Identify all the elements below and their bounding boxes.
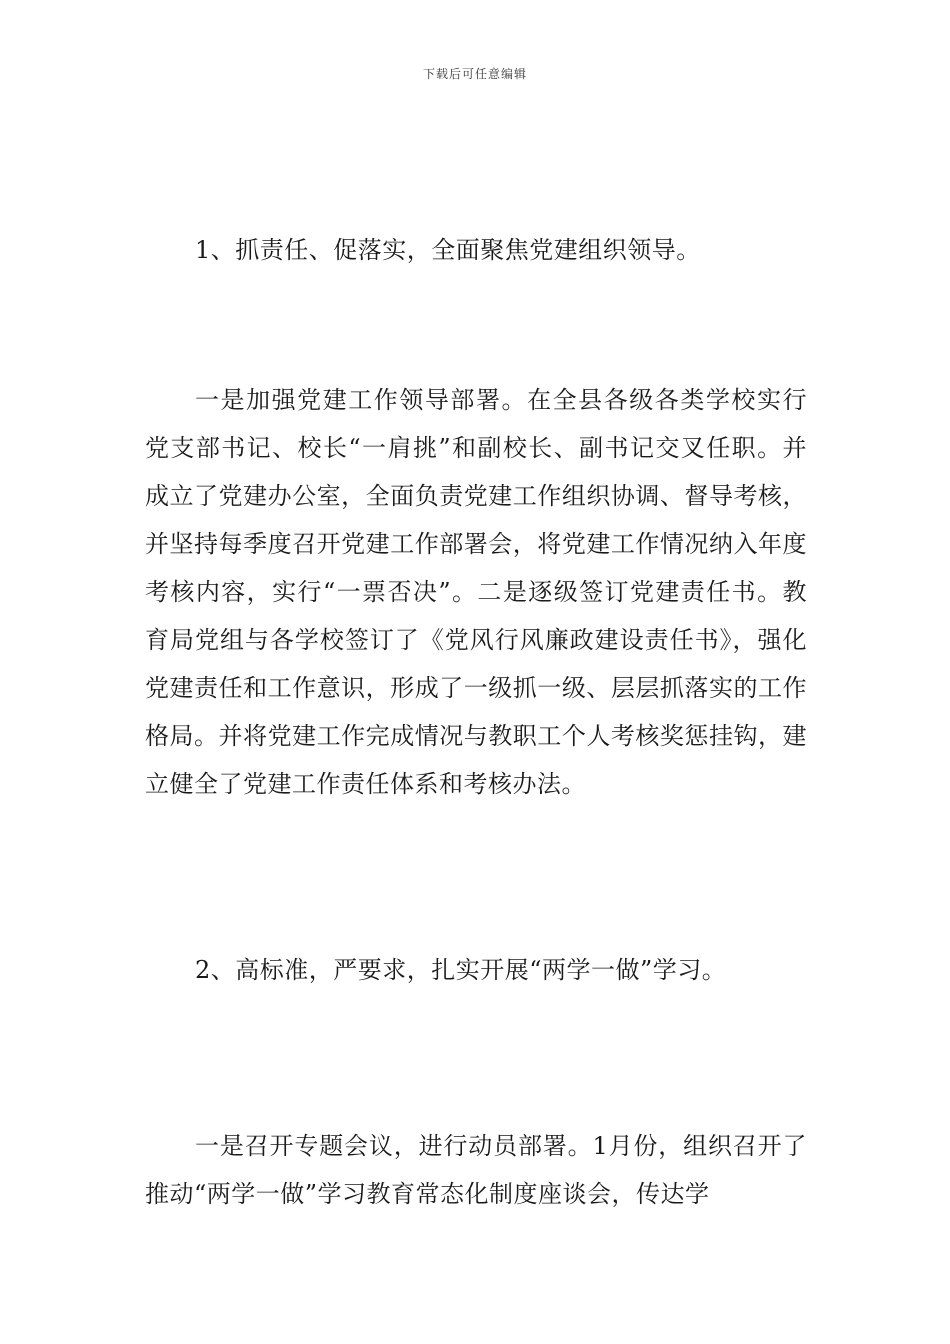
page-header-note: 下载后可任意编辑: [422, 67, 527, 81]
section-2-paragraph: 一是召开专题会议，进行动员部署。1月份，组织召开了推动“两学一做”学习教育常态化制度座谈会，传达学: [145, 1132, 807, 1208]
section-2-heading: 2、高标准，严要求，扎实开展“两学一做”学习。: [195, 956, 727, 984]
section-1-paragraph: 一是加强党建工作领导部署。在全县各级各类学校实行党支部书记、校长“一肩挑”和副校长、副书记交叉任职。并成立了党建办公室，全面负责党建工作组织协调、督导考核，并坚持每季度召开党建工作部署会，将党建工作情况纳入年度考核内容，实行“一票否决”。二是逐级签订党建责任书。教育局党组与各学校签订了《党风行风廉政建设责任书》，强化党建责任和工作意识，形成了一级抓一级、层层抓落实的工作格局。并将党建工作完成情况与教职工个人考核奖惩挂钩，建立健全了党建工作责任体系和考核办法。: [145, 386, 807, 798]
section-1-heading: 1、抓责任、促落实，全面聚焦党建组织领导。: [195, 236, 701, 264]
